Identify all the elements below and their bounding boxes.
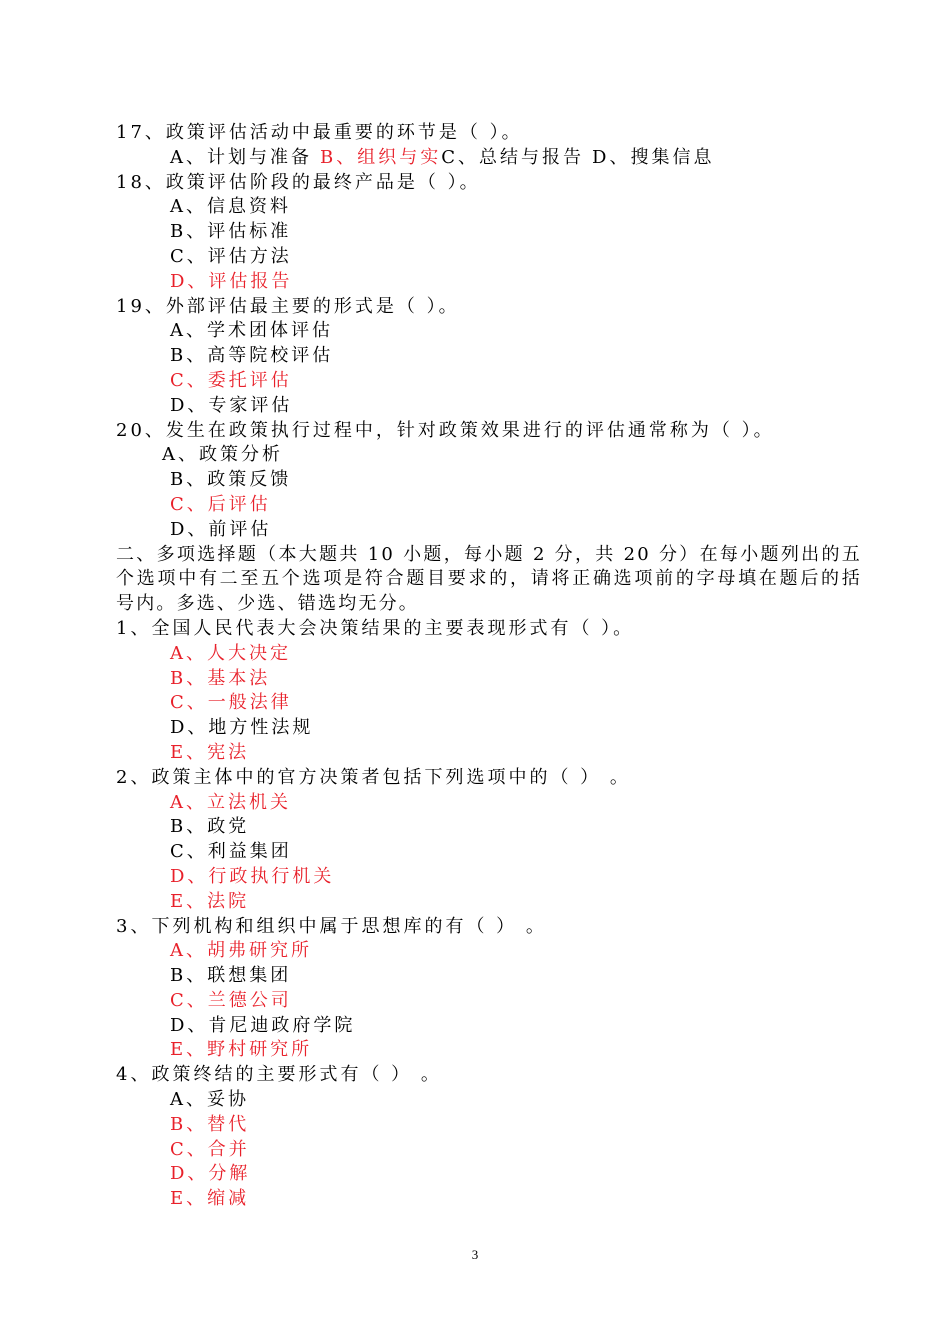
m4-option-a: A、妥协 [170,1089,249,1111]
multi-2-stem: 2、政策主体中的官方决策者包括下列选项中的（ ） 。 [116,766,631,788]
m3-option-e-answer: E、野村研究所 [170,1039,313,1061]
q19-option-d: D、专家评估 [170,394,293,416]
m4-option-e-answer: E、缩减 [170,1188,250,1210]
m4-option-c-answer: C、合并 [170,1138,250,1160]
multi-1-stem: 1、全国人民代表大会决策结果的主要表现形式有（ ）。 [116,617,635,639]
m4-option-b-answer: B、替代 [170,1113,250,1135]
m3-option-d: D、肯尼迪政府学院 [170,1014,356,1036]
q20-option-b: B、政策反馈 [170,469,292,491]
q18-option-c: C、评估方法 [170,245,292,267]
m2-option-a-answer: A、立法机关 [170,791,291,813]
m2-option-c: C、利益集团 [170,841,292,863]
q17-option-c: C、总结与报告 [441,146,585,168]
q20-option-c-answer: C、后评估 [170,493,271,515]
q19-option-a: A、学术团体评估 [170,320,333,342]
m2-option-d-answer: D、行政执行机关 [170,865,335,887]
q19-option-c-answer: C、委托评估 [170,369,292,391]
question-list [116,121,866,1212]
multi-4-stem: 4、政策终结的主要形式有（ ） 。 [116,1064,442,1086]
section-2-instructions: 二、多项选择题（本大题共 10 小题，每小题 2 分，共 20 分）在每小题列出的五个选项中有二至五个选项是符合题目要求的，请将正确选项前的字母填在题后的括号内。多选、少选、错选均无分。 [116,543,862,615]
q20-option-d: D、前评估 [170,518,272,540]
q18-option-d-answer: D、评估报告 [170,270,293,292]
m1-option-b-answer: B、基本法 [170,667,271,689]
q19-option-b: B、高等院校评估 [170,345,334,367]
question-20-stem: 20、发生在政策执行过程中，针对政策效果进行的评估通常称为（ ）。 [116,419,775,441]
m1-option-d: D、地方性法规 [170,717,314,739]
q17-option-a: A、计划与准备 [170,146,312,168]
q18-option-b: B、评估标准 [170,221,292,243]
m3-option-b: B、联想集团 [170,965,292,987]
m1-option-a-answer: A、人大决定 [170,642,291,664]
question-17-options [116,146,866,171]
m2-option-e-answer: E、法院 [170,890,250,912]
question-18-stem: 18、政策评估阶段的最终产品是（ ）。 [116,171,481,193]
m1-option-c-answer: C、一般法律 [170,692,292,714]
page-number: 3 [471,1247,479,1262]
question-19-stem: 19、外部评估最主要的形式是（ ）。 [116,295,460,317]
m3-option-c-answer: C、兰德公司 [170,989,292,1011]
m1-option-e-answer: E、宪法 [170,741,250,763]
m2-option-b: B、政党 [170,816,250,838]
multi-3-stem: 3、下列机构和组织中属于思想库的有（ ） 。 [116,915,547,937]
m3-option-a-answer: A、胡弗研究所 [170,940,312,962]
question-17-stem: 17、政策评估活动中最重要的环节是（ ）。 [116,122,523,143]
q18-option-a: A、信息资料 [170,196,291,218]
q17-option-b-answer: B、组织与实 [320,146,442,168]
q20-option-a: A、政策分析 [162,444,283,466]
m4-option-d-answer: D、分解 [170,1163,251,1185]
q17-option-d: D、搜集信息 [592,146,715,168]
